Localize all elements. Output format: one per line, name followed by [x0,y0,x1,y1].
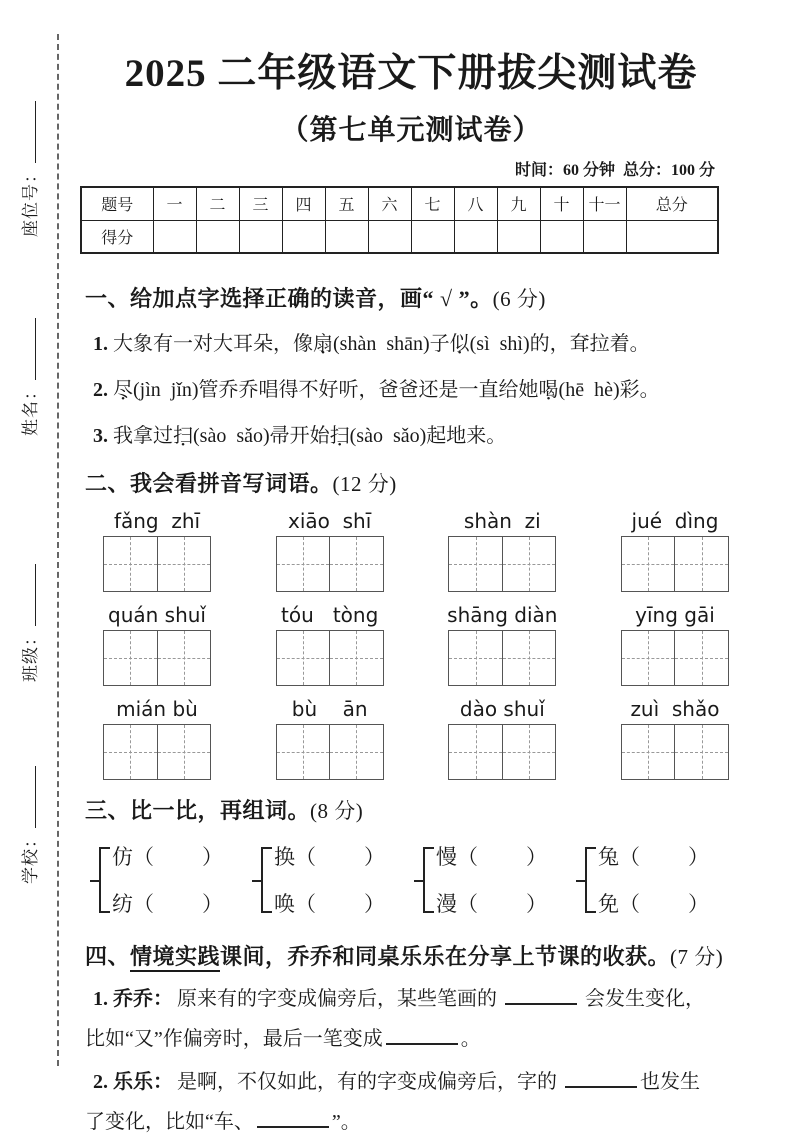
pinyin-word-block [274,697,386,780]
pinyin-word-block [619,509,731,592]
dialogue-item-2-line-1 [85,1067,737,1097]
score-cell-empty [282,220,325,253]
score-table-score-row [81,220,718,253]
dialogue-text: 。 [460,1028,481,1050]
pair-rows [436,841,547,918]
pair-row [274,888,385,918]
writing-grid [621,630,729,686]
bracket-tick [252,880,263,882]
dotted-character: 扇 [313,333,333,355]
writing-grid-cell [329,631,383,685]
fill-in-blank [505,985,577,1005]
pair-row [112,888,223,918]
score-table-col: 十一 [583,187,626,220]
pair-rows [274,841,385,918]
item-number: 1. [93,333,108,355]
writing-grid-cell [502,631,556,685]
writing-grid-cell [277,537,330,591]
score-table-col: 二 [196,187,239,220]
word-pair-group [99,841,249,918]
dialogue-text: 是啊，不仅如此，有的字变成偏旁后，字的 [177,1071,562,1093]
writing-grid-cell [502,725,556,779]
score-table-col: 一 [153,187,196,220]
section-4-heading-rest: 课间，乔乔和同桌乐乐在分享上节课的收获。 [220,944,671,969]
seat-number-label: 座位号： [21,165,40,237]
score-cell-empty [497,220,540,253]
score-table-header-row [81,187,718,220]
dialogue-item-2-line-2 [85,1107,737,1137]
pinyin-word-block [101,697,213,780]
writing-grid-cell [329,537,383,591]
paren-open: （ [133,845,154,869]
pinyin-label: jué dìng [631,509,719,533]
score-table-col: 八 [454,187,497,220]
pair-row [598,888,709,918]
writing-grid-cell [622,631,675,685]
score-cell-empty [454,220,497,253]
pinyin-word-block [101,603,213,686]
pair-row [436,888,547,918]
section-4-score: (7 分) [670,945,724,969]
bracket-tick [414,880,425,882]
speaker-label: 1. 乔乔： [93,988,173,1010]
compare-words-row [85,841,737,918]
fill-in-blank [386,1025,458,1045]
writing-grid [448,630,556,686]
section-3-heading [85,794,737,825]
pair-character: 换 [274,845,295,869]
pinyin-label: shāng diàn [447,603,558,627]
paren-open: （ [619,845,640,869]
pinyin-label: quán shuǐ [108,603,206,627]
pinyin-row-3 [85,697,737,780]
student-name-field [16,318,41,436]
pair-character: 兔 [598,845,619,869]
score-table-col: 总分 [626,187,718,220]
score-cell-empty [239,220,282,253]
score-table-col: 三 [239,187,282,220]
school-label: 学校： [21,830,40,884]
section-1-item-1 [85,330,737,359]
bracket-tick [576,880,587,882]
class-blank-line [21,564,36,626]
dialogue-text: 了变化，比如“车、 [85,1111,254,1133]
pinyin-label: zuì shǎo [630,697,720,721]
paren-open: （ [133,892,154,916]
score-table [80,186,719,254]
item-text-segment: (sào sǎo)起地来。 [349,425,507,447]
item-text-segment: (sì shì)的，耷拉着。 [469,333,650,355]
score-cell-empty [583,220,626,253]
section-4-heading-prefix: 四、 [85,944,131,969]
writing-grid-cell [157,537,211,591]
score-table-col: 十 [540,187,583,220]
score-cell-empty [196,220,239,253]
pair-rows [112,841,223,918]
section-1-item-2 [85,376,737,405]
item-text-segment: (jìn jǐn)管乔乔唱得不好听，爸爸还是一直给她 [133,379,539,401]
dialogue-item-1-line-2 [85,1024,737,1054]
dotted-character: 喝 [538,379,559,401]
writing-grid [621,724,729,780]
paren-close: ） [526,892,547,916]
item-text-segment: (hē hè)彩。 [558,379,660,401]
pair-row [274,841,385,871]
pair-row [112,841,223,871]
page-subtitle: （第七单元测试卷） [280,115,542,146]
writing-grid [276,630,384,686]
word-pair-group [261,841,411,918]
dialogue-text: 会发生变化， [580,988,705,1010]
dotted-character: 扫 [329,425,350,447]
score-cell-empty [411,220,454,253]
score-table-col: 五 [325,187,368,220]
score-cell-empty [368,220,411,253]
pinyin-label: bù ān [291,697,368,721]
writing-grid-cell [622,725,675,779]
paren-open: （ [295,845,316,869]
item-text-segment: (shàn shān)子 [333,333,450,355]
score-table-col: 四 [282,187,325,220]
pair-character: 纺 [112,892,133,916]
sidebar-dashed-divider [57,34,59,1066]
paren-close: ） [364,892,385,916]
writing-grid [276,536,384,592]
exam-meta: 时间：60 分钟 总分：100 分 [514,162,715,179]
pinyin-word-block [274,603,386,686]
word-pair-group [585,841,735,918]
pinyin-word-block [619,697,731,780]
section-2-heading-text: 二、我会看拼音写词语。 [85,471,333,496]
bracket-icon [261,847,271,913]
item-text-segment: 大象有一对大耳朵，像 [113,333,313,355]
paper-main-column [85,0,737,1137]
paren-open: （ [457,892,478,916]
bracket-tick [90,880,101,882]
pinyin-word-block [274,509,386,592]
section-2-heading [85,467,737,498]
paren-open: （ [295,892,316,916]
pinyin-word-block [101,509,213,592]
writing-grid-cell [104,725,157,779]
score-cell-empty [325,220,368,253]
section-4-heading [85,940,737,971]
writing-grid-cell [674,725,728,779]
writing-grid-cell [277,725,330,779]
dotted-character: 似 [449,333,470,355]
score-table-col: 七 [411,187,454,220]
pinyin-row-1 [85,509,737,592]
pinyin-label: fǎng zhī [113,509,201,533]
student-name-blank-line [21,318,36,380]
item-number: 3. [93,425,108,447]
pinyin-word-block [619,603,731,686]
score-cell-empty [540,220,583,253]
writing-grid-cell [157,631,211,685]
writing-grid-cell [104,631,157,685]
writing-grid-cell [622,537,675,591]
pinyin-word-block [446,697,558,780]
school-field [16,766,41,884]
pinyin-row-2 [85,603,737,686]
word-pair-group [423,841,573,918]
writing-grid-cell [449,537,502,591]
paren-open: （ [457,845,478,869]
item-text-segment: 我拿过 [113,425,173,447]
section-1-score: (6 分) [492,287,546,311]
writing-grid-cell [674,631,728,685]
pinyin-label: xiāo shī [288,509,372,533]
writing-grid [103,724,211,780]
section-1-heading-text: 一、给加点字选择正确的读音，画“ √ ”。 [85,286,493,311]
writing-grid [103,536,211,592]
bracket-icon [423,847,433,913]
section-3-score: (8 分) [310,799,364,823]
dotted-character: 尽 [113,379,133,401]
writing-grid-cell [104,537,157,591]
dialogue-item-1-line-1 [85,984,737,1014]
paren-close: ） [688,892,709,916]
item-number: 2. [93,379,108,401]
seat-number-field [16,101,41,237]
class-label: 班级： [21,628,40,682]
paren-close: ） [688,845,709,869]
pair-row [598,841,709,871]
pinyin-word-block [446,603,558,686]
section-4-heading-underlined: 情境实践 [130,944,220,972]
class-field [16,564,41,682]
section-3-heading-text: 三、比一比，再组词。 [85,798,311,823]
dotted-character: 扫 [173,425,193,447]
score-cell-empty [626,220,718,253]
writing-grid [276,724,384,780]
pinyin-word-block [446,509,558,592]
seat-number-blank-line [21,101,36,163]
pinyin-label: tóu tòng [281,603,379,627]
item-text-segment: (sào sǎo)帚开始 [193,425,330,447]
pinyin-label: mián bù [116,697,198,721]
fill-in-blank [565,1068,637,1088]
score-table-corner-label: 题号 [81,187,153,220]
pair-rows [598,841,709,918]
bracket-icon [585,847,595,913]
dialogue-text: 原来有的字变成偏旁后，某些笔画的 [177,988,502,1010]
paren-open: （ [619,892,640,916]
writing-grid-cell [502,537,556,591]
writing-grid [621,536,729,592]
section-2-score: (12 分) [332,472,397,496]
writing-grid-cell [449,725,502,779]
score-table-col: 九 [497,187,540,220]
pair-row [436,841,547,871]
writing-grid-cell [449,631,502,685]
writing-grid-cell [329,725,383,779]
writing-grid [448,536,556,592]
pinyin-label: shàn zi [463,509,541,533]
paren-close: ） [202,845,223,869]
section-1-heading [85,282,737,313]
pair-character: 唤 [274,892,295,916]
writing-grid-cell [157,725,211,779]
school-blank-line [21,766,36,828]
page-title: 2025 二年级语文下册拔尖测试卷 [124,52,698,95]
pair-character: 慢 [436,845,457,869]
paren-close: ） [526,845,547,869]
dialogue-text: 也发生 [640,1071,700,1093]
score-table-col: 六 [368,187,411,220]
writing-grid-cell [277,631,330,685]
paren-close: ） [364,845,385,869]
writing-grid [448,724,556,780]
score-row-label: 得分 [81,220,153,253]
dialogue-text: 比如“又”作偏旁时，最后一笔变成 [85,1028,383,1050]
score-cell-empty [153,220,196,253]
section-1-item-3 [85,422,737,451]
bracket-icon [99,847,109,913]
dialogue-text: ”。 [331,1111,361,1133]
fill-in-blank [257,1108,329,1128]
pair-character: 漫 [436,892,457,916]
paren-close: ） [202,892,223,916]
pinyin-label: yīng gāi [635,603,715,627]
writing-grid [103,630,211,686]
pair-character: 仿 [112,845,133,869]
writing-grid-cell [674,537,728,591]
pinyin-label: dào shuǐ [459,697,545,721]
student-name-label: 姓名： [21,382,40,436]
pair-character: 免 [598,892,619,916]
speaker-label: 2. 乐乐： [93,1071,173,1093]
